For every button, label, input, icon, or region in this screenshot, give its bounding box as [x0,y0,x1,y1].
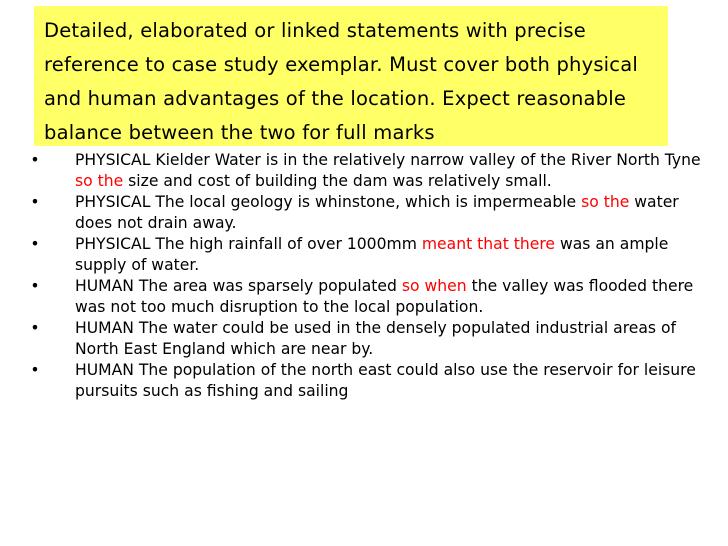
linking-phrase: so the [75,172,124,190]
linking-phrase: meant that there [421,235,556,253]
bullet-marker: • [30,235,40,253]
bullet-text: PHYSICAL The high rainfall of over 1000mm [75,235,422,253]
bullet-marker: • [30,319,40,337]
bullet-text: HUMAN The water could be used in the densely populated industrial areas of North East England which are near by. [75,319,677,358]
answer-bullet-list [28,150,708,402]
mark-scheme-box [34,6,668,146]
bullet-item [28,234,708,276]
bullet-item [28,150,708,192]
bullet-marker: • [30,361,40,379]
bullet-marker: • [30,277,40,295]
bullet-text: HUMAN The population of the north east could also use the reservoir for leisure pursuits such as fishing and sailing [75,361,696,400]
bullet-item [28,360,708,402]
bullet-text: PHYSICAL The local geology is whinstone, which is impermeable [75,193,582,211]
bullet-text: HUMAN The area was sparsely populated [75,277,402,295]
bullet-text-end: water does not drain away. [75,193,679,232]
bullet-text-end: size and cost of building the dam was relatively small. [123,172,552,190]
bullet-marker: • [30,193,40,211]
bullet-marker: • [30,151,40,169]
bullet-text: PHYSICAL Kielder Water is in the relatively narrow valley of the River North Tyne [75,151,701,169]
mark-scheme-text: Detailed, elaborated or linked statements with precise reference to case study exemplar. Must cover both physical and human advantages of the location. Expect reasonable balance between the two for full marks [44,19,638,144]
bullet-item [28,276,708,318]
bullet-item [28,318,708,360]
bullet-text-end: the valley was flooded there was not too much disruption to the local population. [75,277,694,316]
linking-phrase: so when [401,277,467,295]
bullet-item [28,192,708,234]
bullet-text-end: was an ample supply of water. [75,235,669,274]
linking-phrase: so the [581,193,630,211]
